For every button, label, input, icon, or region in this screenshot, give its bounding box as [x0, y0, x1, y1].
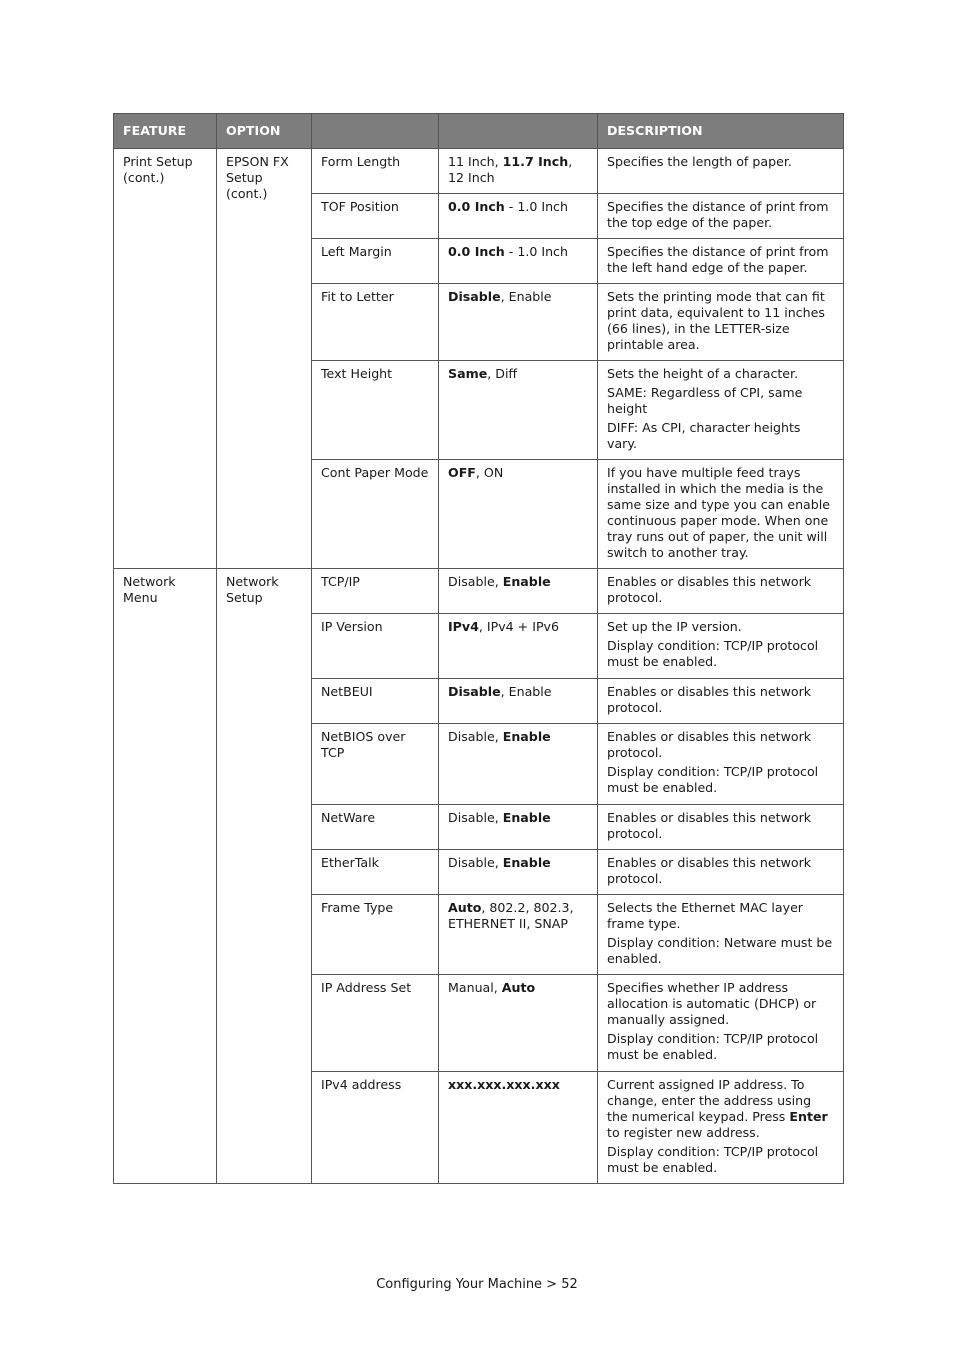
value-text: - 1.0 Inch: [504, 199, 568, 214]
description-cell: [598, 239, 844, 284]
value-cell: [439, 895, 598, 975]
default-value-text: IPv4: [448, 619, 479, 634]
description-text: DIFF: As CPI, character heights vary.: [607, 420, 801, 451]
description-text: Enables or disables this network protocol.: [607, 684, 812, 715]
description-paragraph: [607, 420, 834, 452]
description-text: Sets the printing mode that can fit print data, equivalent to 11 inches (66 lines), in the LETTER-size printable area.: [607, 289, 825, 352]
value-text: Disable,: [448, 574, 503, 589]
description-paragraph: [607, 366, 834, 382]
description-cell: [598, 895, 844, 975]
description-text: Display condition: Netware must be enabled.: [607, 935, 833, 966]
description-text: Enables or disables this network protocol.: [607, 810, 812, 841]
value-cell: [439, 850, 598, 895]
item-cell: Cont Paper Mode: [312, 460, 439, 569]
description-text: Enables or disables this network protocol.: [607, 855, 812, 886]
value-cell: [439, 569, 598, 614]
description-paragraph: [607, 764, 834, 796]
default-value-text: Disable: [448, 684, 501, 699]
value-cell: [439, 975, 598, 1072]
value-text: , 12 Inch: [448, 154, 573, 185]
page-footer: Configuring Your Machine > 52: [376, 1277, 578, 1292]
description-paragraph: [607, 1031, 834, 1063]
option-cell: EPSON FX Setup (cont.): [217, 149, 312, 569]
description-cell: [598, 724, 844, 805]
description-paragraph: [607, 810, 834, 842]
description-paragraph: [607, 1144, 834, 1176]
value-text: , ON: [475, 465, 504, 480]
header-feature: FEATURE: [114, 114, 217, 149]
description-cell: [598, 284, 844, 361]
description-paragraph: [607, 385, 834, 417]
default-value-text: Enable: [502, 574, 551, 589]
description-paragraph: [607, 980, 834, 1028]
description-cell: [598, 361, 844, 460]
default-value-text: Disable: [448, 289, 501, 304]
default-value-text: Auto: [448, 900, 482, 915]
description-cell: [598, 194, 844, 239]
item-cell: IP Address Set: [312, 975, 439, 1072]
description-cell: [598, 149, 844, 194]
description-paragraph: [607, 935, 834, 967]
default-value-text: 11.7 Inch: [502, 154, 569, 169]
description-text: Display condition: TCP/IP protocol must be enabled.: [607, 1031, 819, 1062]
table-row: [114, 569, 844, 614]
description-text: Sets the height of a character.: [607, 366, 799, 381]
value-text: 11 Inch,: [448, 154, 503, 169]
description-text: Display condition: TCP/IP protocol must be enabled.: [607, 638, 819, 669]
description-paragraph: [607, 684, 834, 716]
description-paragraph: [607, 619, 834, 635]
value-text: - 1.0 Inch: [504, 244, 568, 259]
description-text: Set up the IP version.: [607, 619, 742, 634]
value-cell: [439, 679, 598, 724]
item-cell: Left Margin: [312, 239, 439, 284]
description-text: Enables or disables this network protocol.: [607, 729, 812, 760]
description-paragraph: [607, 574, 834, 606]
description-cell: [598, 569, 844, 614]
description-cell: [598, 805, 844, 850]
feature-cell: Network Menu: [114, 569, 217, 1184]
description-text: Specifies the length of paper.: [607, 154, 792, 169]
value-text: Disable,: [448, 729, 503, 744]
description-text: Specifies whether IP address allocation is automatic (DHCP) or manually assigned.: [607, 980, 817, 1027]
value-cell: [439, 149, 598, 194]
description-paragraph: [607, 729, 834, 761]
description-paragraph: [607, 154, 834, 170]
header-value: [439, 114, 598, 149]
value-cell: [439, 614, 598, 679]
description-text: to register new address.: [607, 1125, 760, 1140]
value-text: Manual,: [448, 980, 502, 995]
item-cell: NetWare: [312, 805, 439, 850]
value-text: , Enable: [500, 289, 552, 304]
table-header-row: [114, 114, 844, 149]
default-value-text: Auto: [501, 980, 536, 995]
value-text: Disable,: [448, 810, 503, 825]
table-row: [114, 149, 844, 194]
value-text: , 802.2, 802.3, ETHERNET II, SNAP: [448, 900, 574, 931]
item-cell: IP Version: [312, 614, 439, 679]
item-cell: Fit to Letter: [312, 284, 439, 361]
description-text: Specifies the distance of print from the top edge of the paper.: [607, 199, 829, 230]
default-value-text: 0.0 Inch: [448, 199, 505, 214]
description-paragraph: [607, 199, 834, 231]
description-cell: [598, 614, 844, 679]
description-cell: [598, 850, 844, 895]
value-cell: [439, 805, 598, 850]
item-cell: TCP/IP: [312, 569, 439, 614]
default-value-text: Enable: [502, 810, 551, 825]
value-cell: [439, 1072, 598, 1184]
description-text: If you have multiple feed trays installed in which the media is the same size and type you can enable continuous paper mode. When one tray runs out of paper, the unit will switch to another tray.: [607, 465, 831, 560]
value-cell: [439, 460, 598, 569]
description-paragraph: [607, 244, 834, 276]
value-cell: [439, 194, 598, 239]
description-text: Enables or disables this network protocol.: [607, 574, 812, 605]
value-text: , IPv4 + IPv6: [478, 619, 560, 634]
table-body: [114, 149, 844, 1184]
description-paragraph: [607, 855, 834, 887]
description-paragraph: [607, 900, 834, 932]
description-text: Display condition: TCP/IP protocol must be enabled.: [607, 764, 819, 795]
value-cell: [439, 239, 598, 284]
description-text: Current assigned IP address. To change, enter the address using the numerical keypad. Press: [607, 1077, 812, 1124]
default-value-text: 0.0 Inch: [448, 244, 505, 259]
header-option: OPTION: [217, 114, 312, 149]
option-cell: Network Setup: [217, 569, 312, 1184]
item-cell: IPv4 address: [312, 1072, 439, 1184]
value-cell: [439, 284, 598, 361]
value-cell: [439, 724, 598, 805]
description-paragraph: [607, 289, 834, 353]
description-text: Display condition: TCP/IP protocol must be enabled.: [607, 1144, 819, 1175]
item-cell: Form Length: [312, 149, 439, 194]
description-cell: [598, 1072, 844, 1184]
item-cell: EtherTalk: [312, 850, 439, 895]
description-paragraph: [607, 465, 834, 561]
value-cell: [439, 361, 598, 460]
value-text: Disable,: [448, 855, 503, 870]
item-cell: NetBIOS over TCP: [312, 724, 439, 805]
description-text: Selects the Ethernet MAC layer frame type.: [607, 900, 803, 931]
default-value-text: OFF: [448, 465, 476, 480]
description-text: Specifies the distance of print from the left hand edge of the paper.: [607, 244, 829, 275]
item-cell: TOF Position: [312, 194, 439, 239]
description-paragraph: [607, 638, 834, 670]
feature-cell: Print Setup (cont.): [114, 149, 217, 569]
default-value-text: Enable: [502, 729, 551, 744]
menu-settings-table: [113, 113, 844, 1184]
value-text: , Enable: [500, 684, 552, 699]
description-cell: [598, 460, 844, 569]
value-text: , Diff: [487, 366, 518, 381]
item-cell: Frame Type: [312, 895, 439, 975]
default-value-text: xxx.xxx.xxx.xxx: [448, 1077, 560, 1092]
header-item: [312, 114, 439, 149]
item-cell: NetBEUI: [312, 679, 439, 724]
description-text: SAME: Regardless of CPI, same height: [607, 385, 803, 416]
header-description: DESCRIPTION: [598, 114, 844, 149]
default-value-text: Same: [448, 366, 488, 381]
description-paragraph: [607, 1077, 834, 1141]
default-value-text: Enable: [502, 855, 551, 870]
description-cell: [598, 975, 844, 1072]
description-cell: [598, 679, 844, 724]
item-cell: Text Height: [312, 361, 439, 460]
description-bold-text: Enter: [789, 1109, 828, 1124]
